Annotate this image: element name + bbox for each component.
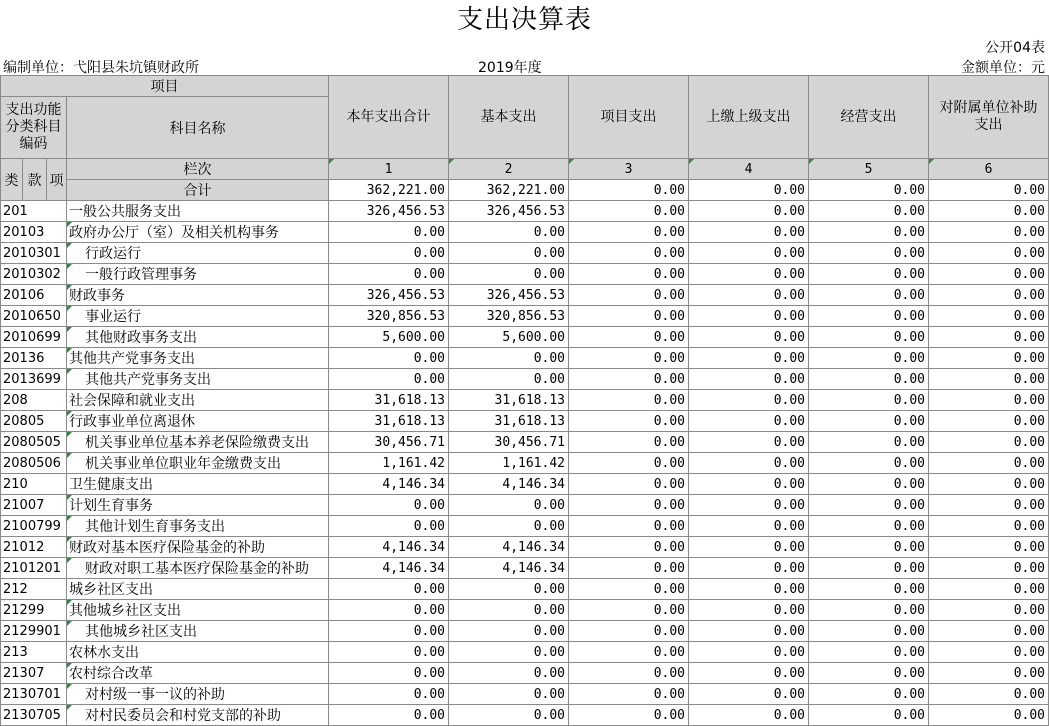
row-code: 20136	[1, 348, 67, 369]
row-value: 0.00	[689, 621, 809, 642]
row-code: 2010699	[1, 327, 67, 348]
column-number: 3	[569, 159, 689, 180]
row-code: 2130701	[1, 684, 67, 705]
row-value: 0.00	[809, 516, 929, 537]
row-value: 0.00	[569, 285, 689, 306]
row-value: 0.00	[689, 243, 809, 264]
row-value: 31,618.13	[329, 390, 449, 411]
header-col-total: 本年支出合计	[329, 76, 449, 159]
row-value: 0.00	[689, 495, 809, 516]
table-row	[1, 264, 1049, 285]
row-value: 0.00	[929, 705, 1049, 726]
row-value: 0.00	[449, 516, 569, 537]
header-col-business: 经营支出	[809, 76, 929, 159]
row-value: 0.00	[929, 558, 1049, 579]
row-value: 0.00	[809, 495, 929, 516]
row-value: 0.00	[329, 684, 449, 705]
table-row	[1, 390, 1049, 411]
row-value: 0.00	[329, 705, 449, 726]
row-code: 20103	[1, 222, 67, 243]
row-value: 0.00	[329, 600, 449, 621]
row-value: 4,146.34	[329, 558, 449, 579]
row-code: 2129901	[1, 621, 67, 642]
row-value: 5,600.00	[449, 327, 569, 348]
row-code: 2080505	[1, 432, 67, 453]
row-code: 2100799	[1, 516, 67, 537]
row-value: 0.00	[689, 306, 809, 327]
row-value: 0.00	[329, 243, 449, 264]
row-code: 212	[1, 579, 67, 600]
row-value: 1,161.42	[449, 453, 569, 474]
column-number: 6	[929, 159, 1049, 180]
row-value: 5,600.00	[329, 327, 449, 348]
row-value: 0.00	[449, 369, 569, 390]
row-value: 0.00	[689, 558, 809, 579]
table-row	[1, 537, 1049, 558]
header-lanci: 栏次	[67, 159, 329, 180]
row-code: 2010301	[1, 243, 67, 264]
row-code: 2010302	[1, 264, 67, 285]
row-value: 0.00	[929, 243, 1049, 264]
row-name: 其他城乡社区支出	[67, 621, 329, 642]
row-code: 2130705	[1, 705, 67, 726]
row-value: 0.00	[689, 684, 809, 705]
expenditure-table	[0, 75, 1049, 726]
table-row	[1, 327, 1049, 348]
year-label: 2019年度	[478, 60, 542, 76]
row-value: 0.00	[689, 222, 809, 243]
row-value: 0.00	[809, 600, 929, 621]
header-project: 项目	[1, 76, 329, 97]
row-value: 0.00	[569, 516, 689, 537]
row-value: 4,146.34	[329, 537, 449, 558]
row-name: 财政对基本医疗保险基金的补助	[67, 537, 329, 558]
column-number: 2	[449, 159, 569, 180]
total-label: 合计	[67, 180, 329, 201]
row-value: 0.00	[449, 642, 569, 663]
row-value: 0.00	[689, 201, 809, 222]
row-value: 0.00	[929, 285, 1049, 306]
row-value: 4,146.34	[449, 537, 569, 558]
table-row	[1, 642, 1049, 663]
row-value: 0.00	[449, 600, 569, 621]
row-value: 0.00	[569, 684, 689, 705]
row-value: 0.00	[569, 495, 689, 516]
row-value: 0.00	[449, 348, 569, 369]
row-value: 0.00	[809, 684, 929, 705]
row-value: 0.00	[449, 243, 569, 264]
row-value: 0.00	[569, 474, 689, 495]
column-number: 4	[689, 159, 809, 180]
row-value: 0.00	[689, 474, 809, 495]
table-row	[1, 285, 1049, 306]
row-value: 1,161.42	[329, 453, 449, 474]
total-cell: 0.00	[569, 180, 689, 201]
row-name: 行政事业单位离退休	[67, 411, 329, 432]
row-name: 城乡社区支出	[67, 579, 329, 600]
row-value: 31,618.13	[449, 390, 569, 411]
row-value: 0.00	[569, 558, 689, 579]
table-row	[1, 348, 1049, 369]
row-value: 0.00	[929, 495, 1049, 516]
row-value: 0.00	[929, 684, 1049, 705]
row-value: 0.00	[329, 579, 449, 600]
row-value: 0.00	[329, 642, 449, 663]
row-value: 0.00	[569, 327, 689, 348]
row-name: 财政对职工基本医疗保险基金的补助	[67, 558, 329, 579]
row-value: 0.00	[569, 348, 689, 369]
row-name: 其他共产党事务支出	[67, 369, 329, 390]
row-name: 卫生健康支出	[67, 474, 329, 495]
amount-unit-label: 金额单位：元	[961, 60, 1045, 76]
table-row	[1, 222, 1049, 243]
row-value: 0.00	[689, 516, 809, 537]
row-name: 社会保障和就业支出	[67, 390, 329, 411]
row-value: 0.00	[929, 474, 1049, 495]
header-kuan: 款	[23, 159, 47, 201]
row-value: 0.00	[329, 348, 449, 369]
row-value: 0.00	[929, 537, 1049, 558]
form-number: 公开04表	[985, 40, 1045, 56]
row-value: 0.00	[809, 306, 929, 327]
row-value: 0.00	[689, 579, 809, 600]
row-value: 0.00	[929, 642, 1049, 663]
row-value: 326,456.53	[449, 201, 569, 222]
column-number: 1	[329, 159, 449, 180]
row-value: 0.00	[569, 537, 689, 558]
row-value: 320,856.53	[449, 306, 569, 327]
total-row	[1, 180, 1049, 201]
header-col-upper: 上缴上级支出	[689, 76, 809, 159]
row-value: 0.00	[809, 264, 929, 285]
row-name: 农村综合改革	[67, 663, 329, 684]
row-value: 0.00	[929, 600, 1049, 621]
row-value: 0.00	[809, 453, 929, 474]
row-name: 财政事务	[67, 285, 329, 306]
row-value: 0.00	[809, 432, 929, 453]
row-value: 0.00	[929, 348, 1049, 369]
row-value: 0.00	[929, 222, 1049, 243]
row-value: 0.00	[689, 705, 809, 726]
row-value: 0.00	[569, 264, 689, 285]
row-value: 0.00	[569, 369, 689, 390]
header-code-group: 支出功能分类科目编码	[1, 97, 67, 159]
row-value: 0.00	[929, 369, 1049, 390]
row-value: 0.00	[689, 537, 809, 558]
row-value: 31,618.13	[329, 411, 449, 432]
row-value: 0.00	[929, 621, 1049, 642]
row-value: 0.00	[689, 642, 809, 663]
row-value: 0.00	[809, 579, 929, 600]
row-value: 0.00	[809, 705, 929, 726]
row-value: 0.00	[689, 453, 809, 474]
row-code: 20106	[1, 285, 67, 306]
table-row	[1, 621, 1049, 642]
row-code: 21012	[1, 537, 67, 558]
row-value: 0.00	[449, 621, 569, 642]
row-value: 0.00	[809, 285, 929, 306]
table-row	[1, 663, 1049, 684]
org-label: 编制单位：弋阳县朱坑镇财政所	[3, 60, 199, 76]
row-value: 0.00	[329, 663, 449, 684]
row-value: 0.00	[929, 453, 1049, 474]
row-value: 0.00	[689, 432, 809, 453]
row-value: 0.00	[929, 411, 1049, 432]
row-code: 208	[1, 390, 67, 411]
table-row	[1, 495, 1049, 516]
row-value: 0.00	[329, 621, 449, 642]
row-code: 213	[1, 642, 67, 663]
row-code: 201	[1, 201, 67, 222]
row-name: 一般公共服务支出	[67, 201, 329, 222]
row-value: 0.00	[929, 579, 1049, 600]
row-code: 2080506	[1, 453, 67, 474]
total-cell: 362,221.00	[329, 180, 449, 201]
row-value: 30,456.71	[329, 432, 449, 453]
row-value: 0.00	[809, 369, 929, 390]
table-row	[1, 474, 1049, 495]
header-lei: 类	[1, 159, 23, 201]
row-value: 30,456.71	[449, 432, 569, 453]
row-value: 0.00	[569, 621, 689, 642]
row-value: 0.00	[689, 327, 809, 348]
row-value: 0.00	[569, 201, 689, 222]
row-value: 326,456.53	[449, 285, 569, 306]
header-col-project: 项目支出	[569, 76, 689, 159]
table-row	[1, 306, 1049, 327]
row-name: 其他共产党事务支出	[67, 348, 329, 369]
row-name: 政府办公厅（室）及相关机构事务	[67, 222, 329, 243]
page-title: 支出决算表	[456, 5, 592, 35]
row-value: 0.00	[689, 411, 809, 432]
table-row	[1, 600, 1049, 621]
row-value: 0.00	[449, 264, 569, 285]
row-value: 4,146.34	[449, 558, 569, 579]
row-value: 0.00	[569, 642, 689, 663]
total-cell: 0.00	[929, 180, 1049, 201]
row-value: 0.00	[929, 663, 1049, 684]
row-name: 其他计划生育事务支出	[67, 516, 329, 537]
row-value: 4,146.34	[449, 474, 569, 495]
row-value: 0.00	[809, 642, 929, 663]
row-value: 0.00	[569, 411, 689, 432]
row-name: 其他财政事务支出	[67, 327, 329, 348]
row-value: 0.00	[809, 537, 929, 558]
row-value: 0.00	[689, 348, 809, 369]
row-name: 一般行政管理事务	[67, 264, 329, 285]
row-code: 2013699	[1, 369, 67, 390]
table-row	[1, 201, 1049, 222]
row-value: 0.00	[929, 201, 1049, 222]
row-value: 0.00	[809, 243, 929, 264]
row-value: 0.00	[689, 285, 809, 306]
row-value: 31,618.13	[449, 411, 569, 432]
row-value: 0.00	[689, 264, 809, 285]
row-value: 0.00	[449, 663, 569, 684]
header-subject-name: 科目名称	[67, 97, 329, 159]
table-row	[1, 411, 1049, 432]
row-code: 21007	[1, 495, 67, 516]
row-name: 事业运行	[67, 306, 329, 327]
row-value: 0.00	[569, 579, 689, 600]
table-row	[1, 369, 1049, 390]
row-name: 计划生育事务	[67, 495, 329, 516]
row-value: 0.00	[569, 390, 689, 411]
row-value: 0.00	[929, 390, 1049, 411]
row-value: 0.00	[569, 600, 689, 621]
row-value: 0.00	[569, 453, 689, 474]
row-value: 0.00	[809, 663, 929, 684]
row-value: 0.00	[809, 390, 929, 411]
total-cell: 0.00	[809, 180, 929, 201]
table-row	[1, 243, 1049, 264]
table-row	[1, 705, 1049, 726]
row-value: 0.00	[449, 222, 569, 243]
row-value: 0.00	[929, 264, 1049, 285]
row-value: 0.00	[569, 222, 689, 243]
row-value: 326,456.53	[329, 285, 449, 306]
table-row	[1, 432, 1049, 453]
row-value: 0.00	[329, 369, 449, 390]
header-col-basic: 基本支出	[449, 76, 569, 159]
row-value: 0.00	[569, 432, 689, 453]
row-name: 对村民委员会和村党支部的补助	[67, 705, 329, 726]
row-code: 21307	[1, 663, 67, 684]
row-value: 0.00	[569, 663, 689, 684]
row-value: 0.00	[929, 306, 1049, 327]
row-value: 0.00	[689, 600, 809, 621]
row-code: 20805	[1, 411, 67, 432]
row-value: 0.00	[569, 306, 689, 327]
row-name: 机关事业单位基本养老保险缴费支出	[67, 432, 329, 453]
row-code: 210	[1, 474, 67, 495]
row-value: 0.00	[809, 411, 929, 432]
row-value: 0.00	[449, 705, 569, 726]
row-value: 0.00	[689, 369, 809, 390]
row-value: 0.00	[809, 474, 929, 495]
table-row	[1, 684, 1049, 705]
table-row	[1, 558, 1049, 579]
table-row	[1, 516, 1049, 537]
total-cell: 362,221.00	[449, 180, 569, 201]
row-value: 0.00	[929, 327, 1049, 348]
row-name: 行政运行	[67, 243, 329, 264]
header-xiang: 项	[47, 159, 67, 201]
table-row	[1, 453, 1049, 474]
row-value: 0.00	[809, 558, 929, 579]
row-value: 0.00	[329, 222, 449, 243]
row-value: 0.00	[929, 432, 1049, 453]
row-value: 0.00	[929, 516, 1049, 537]
row-code: 2010650	[1, 306, 67, 327]
row-value: 0.00	[569, 705, 689, 726]
row-name: 其他城乡社区支出	[67, 600, 329, 621]
row-value: 4,146.34	[329, 474, 449, 495]
header-col-affiliate: 对附属单位补助支出	[929, 76, 1049, 159]
row-value: 0.00	[809, 327, 929, 348]
row-name: 农林水支出	[67, 642, 329, 663]
row-value: 326,456.53	[329, 201, 449, 222]
row-value: 0.00	[329, 264, 449, 285]
row-value: 0.00	[329, 516, 449, 537]
row-code: 2101201	[1, 558, 67, 579]
row-value: 0.00	[809, 222, 929, 243]
row-code: 21299	[1, 600, 67, 621]
row-value: 0.00	[449, 579, 569, 600]
column-number: 5	[809, 159, 929, 180]
row-name: 机关事业单位职业年金缴费支出	[67, 453, 329, 474]
row-value: 320,856.53	[329, 306, 449, 327]
row-value: 0.00	[689, 390, 809, 411]
row-value: 0.00	[689, 663, 809, 684]
row-value: 0.00	[809, 348, 929, 369]
row-value: 0.00	[809, 201, 929, 222]
row-value: 0.00	[809, 621, 929, 642]
row-value: 0.00	[329, 495, 449, 516]
row-value: 0.00	[449, 684, 569, 705]
total-cell: 0.00	[689, 180, 809, 201]
row-value: 0.00	[569, 243, 689, 264]
table-row	[1, 579, 1049, 600]
row-value: 0.00	[449, 495, 569, 516]
row-name: 对村级一事一议的补助	[67, 684, 329, 705]
